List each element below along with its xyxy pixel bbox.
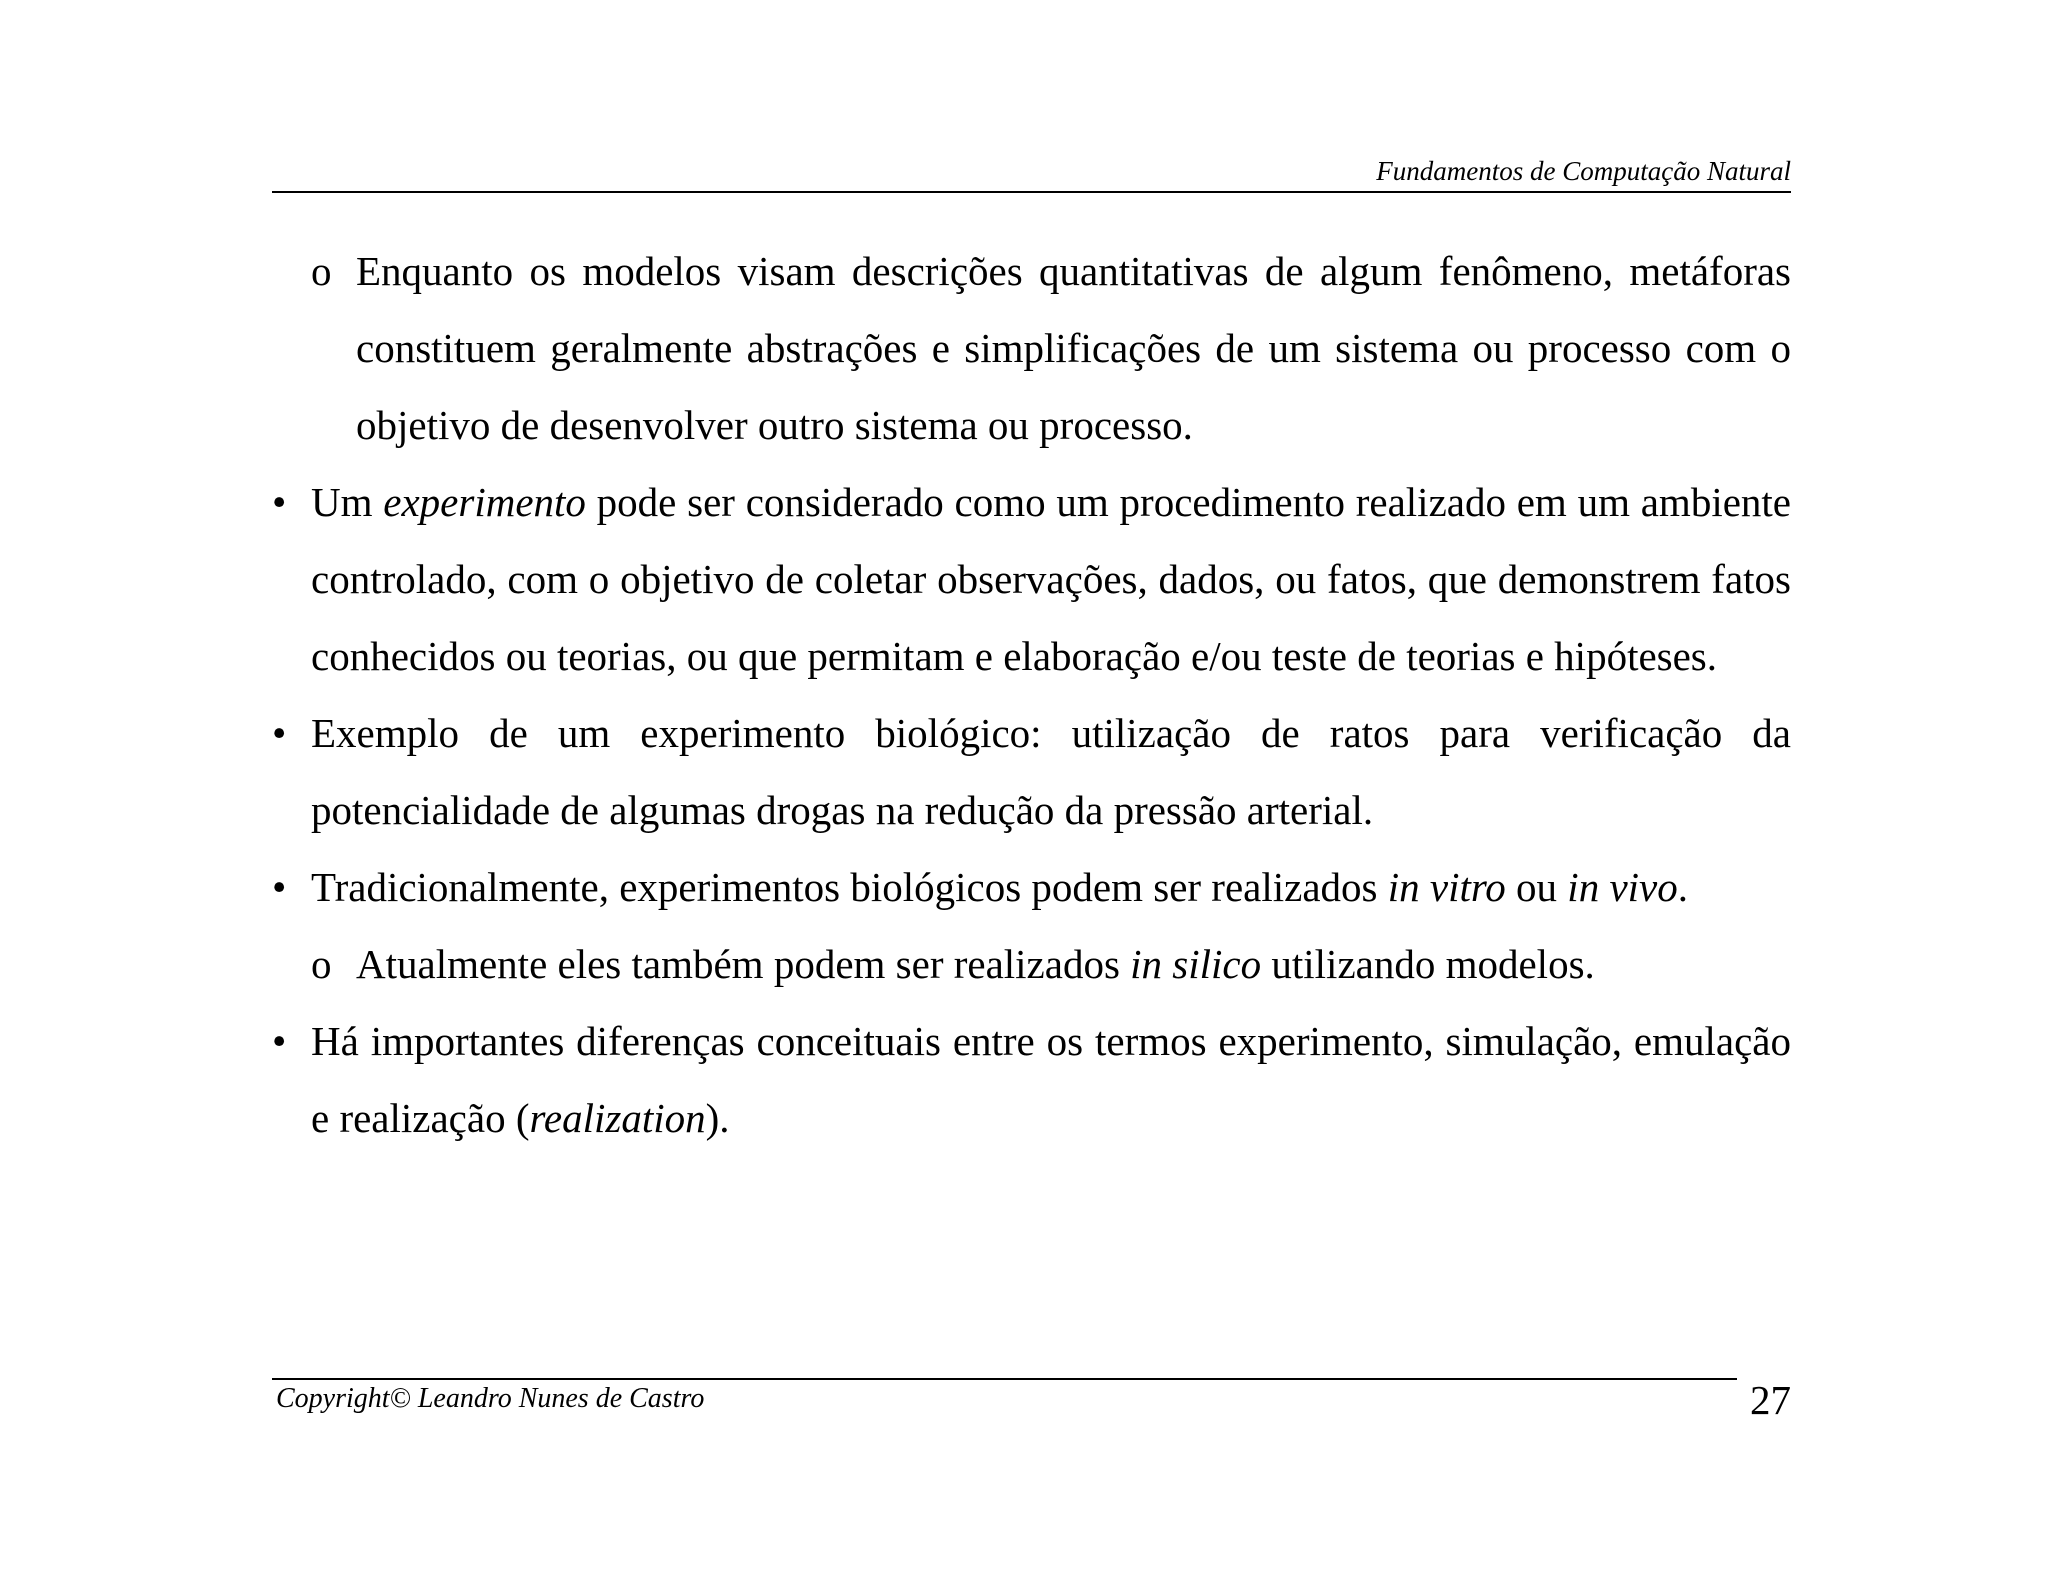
footer-copyright: Copyright© Leandro Nunes de Castro bbox=[276, 1383, 705, 1414]
bullet-item bbox=[272, 1003, 1791, 1157]
paragraph-text bbox=[311, 710, 1791, 833]
italic-term: experimento bbox=[383, 479, 586, 525]
italic-term: in silico bbox=[1130, 941, 1262, 987]
italic-term: in vivo bbox=[1567, 864, 1678, 910]
italic-term: in vitro bbox=[1387, 864, 1506, 910]
text-run: Enquanto os modelos visam descrições quantitativas de algum fenômeno, metáforas constituem geralmente abstrações e simplificações de um sistema ou processo com o objetivo de desenvolver outro sistema ou processo. bbox=[356, 248, 1791, 448]
text-run: Um bbox=[311, 479, 384, 525]
page-number: 27 bbox=[1750, 1377, 1791, 1423]
sub-bullet-item bbox=[272, 233, 1791, 464]
paragraph-text bbox=[311, 479, 1791, 679]
paragraph-text bbox=[311, 864, 1688, 910]
sub-bullet-marker: o bbox=[311, 941, 332, 987]
text-run: pode ser considerado como um procedimento realizado em um ambiente controlado, com o objetivo de coletar observações, dados, ou fatos, que demonstrem fatos conhecidos ou teorias, ou que permitam e elaboração e/ou teste de teorias e hipóteses. bbox=[311, 479, 1791, 679]
text-run: Há importantes diferenças conceituais entre os termos experimento, simulação, emulação e realização ( bbox=[311, 1018, 1791, 1141]
bullet-item bbox=[272, 849, 1791, 926]
bullet-marker: • bbox=[272, 864, 287, 910]
bullet-item bbox=[272, 464, 1791, 695]
text-run: Atualmente eles também podem ser realizados bbox=[356, 941, 1131, 987]
text-run: . bbox=[1677, 864, 1688, 910]
text-run: Tradicionalmente, experimentos biológicos podem ser realizados bbox=[311, 864, 1388, 910]
paragraph-text bbox=[356, 248, 1791, 448]
text-run: utilizando modelos. bbox=[1261, 941, 1595, 987]
bullet-marker: • bbox=[272, 479, 287, 525]
bullet-marker: • bbox=[272, 1018, 287, 1064]
paragraph-text bbox=[356, 941, 1595, 987]
text-run: Exemplo de um experimento biológico: utilização de ratos para verificação da potencialidade de algumas drogas na redução da pressão arterial. bbox=[311, 710, 1791, 833]
bullet-item bbox=[272, 695, 1791, 849]
paragraph-text bbox=[311, 1018, 1791, 1141]
sub-bullet-item bbox=[272, 926, 1791, 1003]
header-rule bbox=[272, 191, 1791, 193]
running-header-title: Fundamentos de Computação Natural bbox=[1376, 156, 1791, 186]
footer-rule bbox=[272, 1378, 1737, 1380]
text-run: ou bbox=[1505, 864, 1568, 910]
italic-term: realization bbox=[529, 1095, 706, 1141]
text-run: ). bbox=[705, 1095, 730, 1141]
body-text bbox=[272, 233, 1791, 1157]
sub-bullet-marker: o bbox=[311, 248, 332, 294]
bullet-marker: • bbox=[272, 710, 287, 756]
